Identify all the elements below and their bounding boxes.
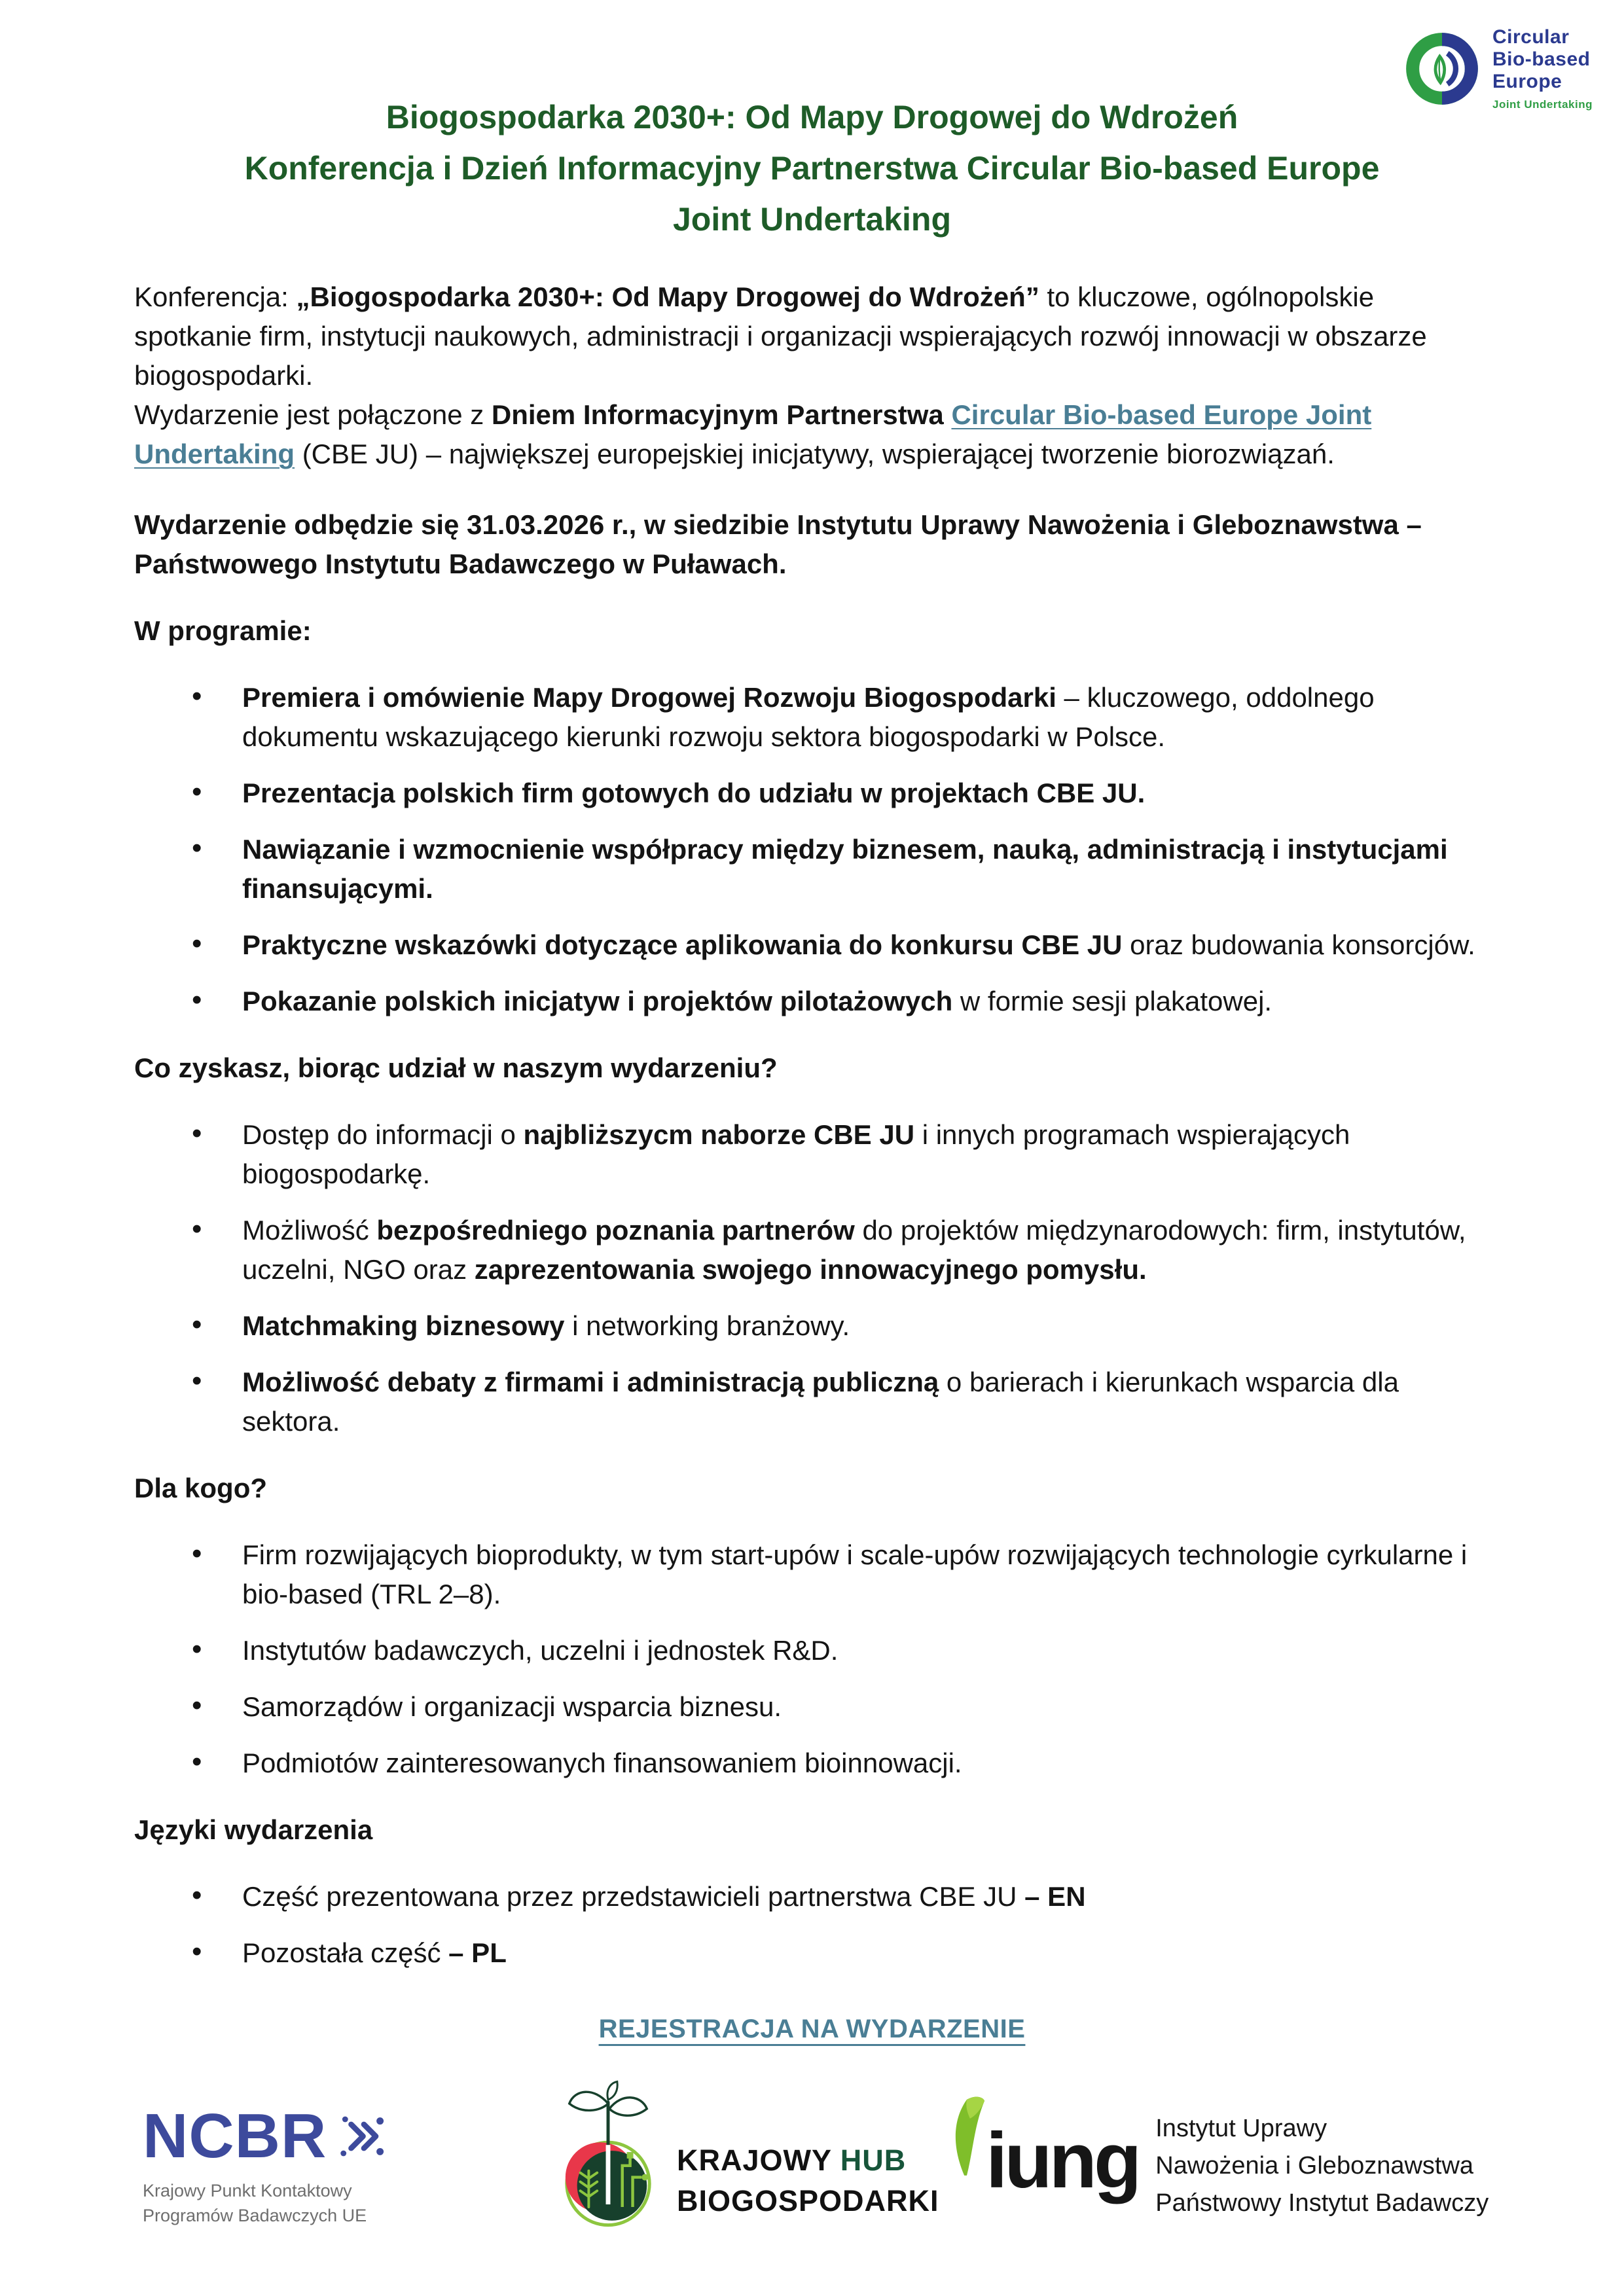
cbe-name-line1: Circular [1492, 26, 1570, 48]
iung-caption [1155, 2110, 1489, 2222]
hub-word-hub: HUB [840, 2144, 907, 2177]
title-line-3: Joint Undertaking [672, 201, 952, 238]
intro-p2-text-2: (CBE JU) – największej europejskiej inicjatywy, wspierającej tworzenie biorozwiązań. [295, 439, 1335, 469]
hub-biogospodarki-logo [556, 2080, 939, 2231]
list-item: • Możliwość bezpośredniego poznania partnerów do projektów międzynarodowych: firm, instytutów, uczelni, NGO oraz zaprezentowania swojego innowacyjnego pomysłu. [134, 1211, 1490, 1289]
cbe-logo-subtitle: Joint Undertaking [1492, 98, 1593, 111]
section-heading-languages: Języki wydarzenia [134, 1814, 373, 1845]
ncbr-logo [143, 2101, 387, 2228]
cbe-logo-text [1492, 26, 1593, 111]
intro-p2-bold: Dniem Informacyjnym Partnerstwa [491, 399, 952, 430]
page-title [134, 92, 1490, 245]
registration-link[interactable]: REJESTRACJA NA WYDARZENIE [598, 2015, 1026, 2043]
ncbr-arrow-icon [336, 2111, 387, 2162]
intro-paragraph-1 [134, 278, 1490, 395]
iung-logo [948, 2093, 1489, 2222]
iung-wordmark-group [948, 2093, 1139, 2204]
section-heading-audience: Dla kogo? [134, 1473, 268, 1503]
intro-p1-text-2: to kluczowe, ogólnopolskie spotkanie firm, instytucji naukowych, administracji i organizacji wspierających rozwój innowacji w obszarze biogospodarki. [134, 281, 1427, 391]
list-item: • Instytutów badawczych, uczelni i jednostek R&D. [134, 1631, 1490, 1670]
benefits-list [134, 1115, 1490, 1441]
hub-word-biogospodarki: BIOGOSPODARKI [677, 2184, 939, 2217]
iung-caption-line3: Państwowy Instytut Badawczy [1155, 2189, 1489, 2217]
intro-p2-text: Wydarzenie jest połączone z [134, 399, 492, 430]
venue-paragraph: Wydarzenie odbędzie się 31.03.2026 r., w siedzibie Instytutu Uprawy Nawożenia i Gleboznawstwa – Państwowego Instytutu Badawczego w Puławach. [134, 509, 1422, 579]
footer-logos [0, 2080, 1624, 2263]
iung-caption-line2: Nawożenia i Gleboznawstwa [1155, 2152, 1474, 2179]
hub-emblem-icon [556, 2080, 660, 2231]
registration-section [134, 2015, 1490, 2044]
iung-leaf-icon [948, 2093, 986, 2178]
list-item: • Możliwość debaty z firmami i administracją publiczną o barierach i kierunkach wsparcia dla sektora. [134, 1363, 1490, 1441]
hub-logo-text [677, 2093, 939, 2217]
cbe-name-line3: Europe [1492, 71, 1562, 92]
ncbr-caption [143, 2178, 387, 2228]
section-heading-program: W programie: [134, 615, 312, 646]
list-item: • Pokazanie polskich inicjatyw i projektów pilotażowych w formie sesji plakatowej. [134, 982, 1490, 1021]
list-item: • Nawiązanie i wzmocnienie współpracy między biznesem, nauką, administracją i instytucjami finansującymi. [134, 830, 1490, 908]
cbe-emblem-icon [1403, 30, 1481, 107]
languages-list [134, 1877, 1490, 1973]
ncbr-caption-line2: Programów Badawczych UE [143, 2206, 367, 2225]
intro-p1-text: Konferencja: [134, 281, 297, 312]
list-item: • Dostęp do informacji o najbliższycm naborze CBE JU i innych programach wspierających biogospodarkę. [134, 1115, 1490, 1194]
list-item: • Pozostała część – PL [134, 1933, 1490, 1973]
list-item: • Prezentacja polskich firm gotowych do udziału w projektach CBE JU. [134, 774, 1490, 813]
hub-word-krajowy: KRAJOWY [677, 2144, 840, 2177]
ncbr-caption-line1: Krajowy Punkt Kontaktowy [143, 2181, 352, 2200]
audience-list [134, 1535, 1490, 1783]
list-item: • Część prezentowana przez przedstawicieli partnerstwa CBE JU – EN [134, 1877, 1490, 1916]
intro-section [134, 278, 1490, 474]
iung-wordmark: iung [986, 2117, 1139, 2204]
title-line-2: Konferencja i Dzień Informacyjny Partnerstwa Circular Bio-based Europe [244, 150, 1380, 187]
intro-p1-bold: „Biogospodarka 2030+: Od Mapy Drogowej do Wdrożeń” [296, 281, 1039, 312]
list-item: • Matchmaking biznesowy i networking branżowy. [134, 1306, 1490, 1346]
list-item: • Praktyczne wskazówki dotyczące aplikowania do konkursu CBE JU oraz budowania konsorcjów. [134, 925, 1490, 965]
list-item: • Samorządów i organizacji wsparcia biznesu. [134, 1687, 1490, 1727]
title-line-1: Biogospodarka 2030+: Od Mapy Drogowej do Wdrożeń [386, 99, 1238, 135]
cbe-ju-link[interactable]: Circular Bio-based Europe Joint Undertaking [134, 399, 1372, 469]
list-item: • Premiera i omówienie Mapy Drogowej Rozwoju Biogospodarki – kluczowego, oddolnego dokumentu wskazującego kierunki rozwoju sektora biogospodarki w Polsce. [134, 678, 1490, 757]
ncbr-wordmark: NCBR [143, 2101, 327, 2171]
list-item: • Firm rozwijających bioprodukty, w tym start-upów i scale-upów rozwijających technologie cyrkularne i bio-based (TRL 2–8). [134, 1535, 1490, 1614]
program-list [134, 678, 1490, 1021]
intro-paragraph-2 [134, 395, 1490, 474]
section-heading-benefits: Co zyskasz, biorąc udział w naszym wydarzeniu? [134, 1052, 778, 1083]
cbe-ju-logo [1403, 26, 1593, 111]
iung-caption-line1: Instytut Uprawy [1155, 2115, 1327, 2142]
cbe-name-line2: Bio-based [1492, 48, 1591, 70]
list-item: • Podmiotów zainteresowanych finansowaniem bioinnowacji. [134, 1744, 1490, 1783]
